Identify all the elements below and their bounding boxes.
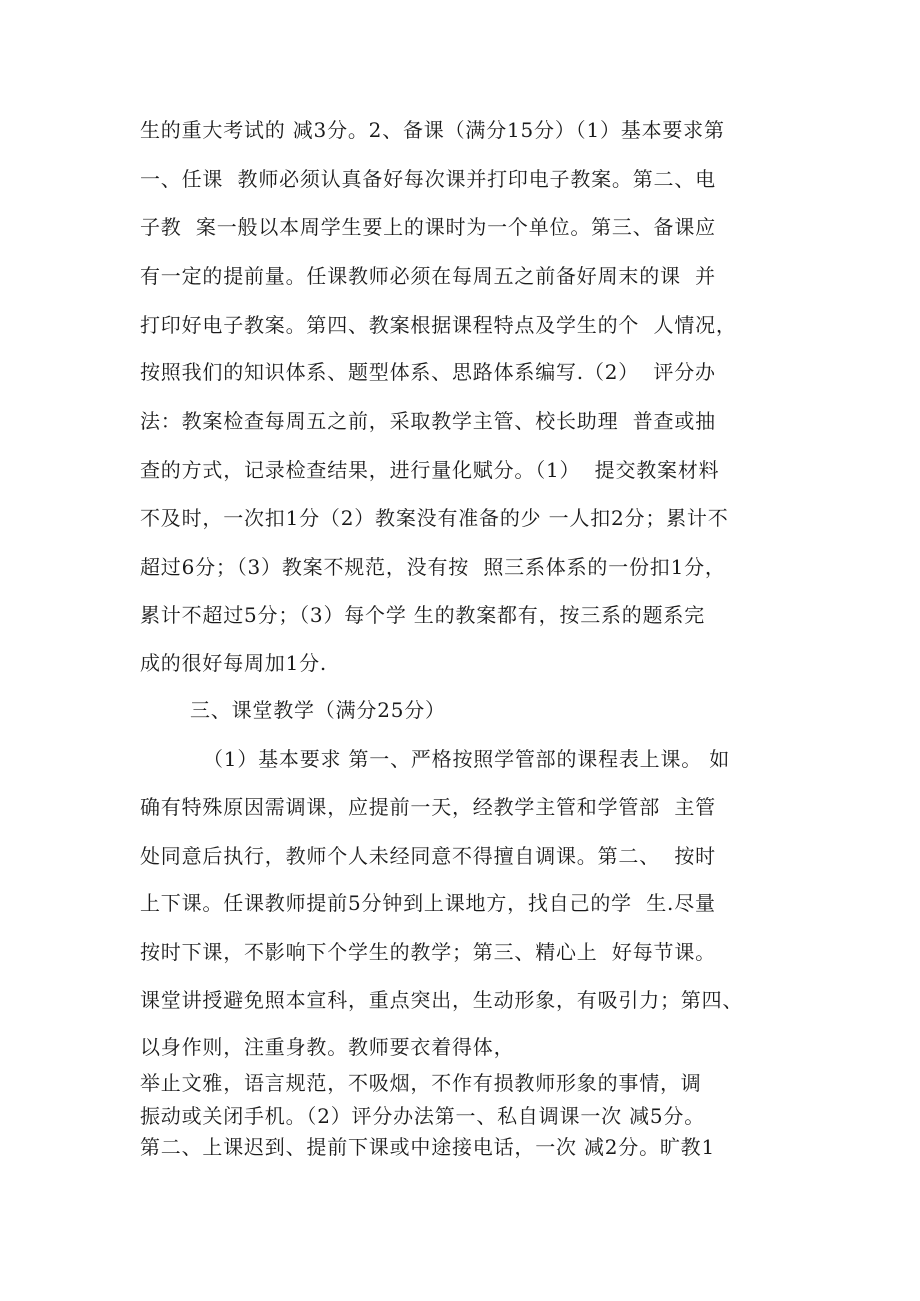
text-line: 打印好电子教案。第四、教案根据课程特点及学生的个 人情况， [140, 313, 737, 337]
text-line: 子教 案一般以本周学生要上的课时为一个单位。第三、备课应 [140, 215, 716, 239]
text-line: 确有特殊原因需调课，应提前一天，经教学主管和学管部 主管 [140, 795, 716, 819]
text-line: 处同意后执行，教师个人未经同意不得擅自调课。第二、 按时 [140, 844, 716, 868]
text-line: 生的重大考试的 减3分。2、备课（满分15分）（1）基本要求第 [140, 118, 725, 142]
text-line: 有一定的提前量。任课教师必须在每周五之前备好周末的课 并 [140, 264, 716, 288]
text-line: 累计不超过5分；（3）每个学 生的教案都有，按三系的题系完 [140, 603, 706, 627]
text-line: 举止文雅，语言规范，不吸烟，不作有损教师形象的事情，调 [140, 1071, 702, 1095]
text-line: （1）基本要求 第一、严格按照学管部的课程表上课。 如 [203, 747, 731, 771]
text-line: 上下课。任课教师提前5分钟到上课地方，找自己的学 生.尽量 [140, 891, 716, 915]
text-line: 法：教案检查每周五之前，采取教学主管、校长助理 普查或抽 [140, 409, 716, 433]
text-line: 课堂讲授避免照本宣科，重点突出，生动形象，有吸引力；第四、 [140, 988, 744, 1012]
text-line: 查的方式，记录检查结果，进行量化赋分。（1） 提交教案材料 [140, 458, 720, 482]
text-line: 振动或关闭手机。（2）评分办法第一、私自调课一次 减5分。 [140, 1104, 706, 1128]
text-line: 按时下课，不影响下个学生的教学；第三、精心上 好每节课。 [140, 940, 716, 964]
text-line: 按照我们的知识体系、题型体系、思路体系编写.（2） 评分办 [140, 360, 716, 384]
text-line: 第二、上课迟到、提前下课或中途接电话，一次 减2分。旷教1 [140, 1135, 716, 1159]
text-line: 不及时，一次扣1分（2）教案没有准备的少 一人扣2分；累计不 [140, 506, 729, 530]
section-heading: 三、课堂教学（满分25分） [190, 698, 446, 722]
text-line: 一、任课 教师必须认真备好每次课并打印电子教案。第二、电 [140, 167, 716, 191]
text-line: 超过6分；（3）教案不规范，没有按 照三系体系的一份扣1分， [140, 555, 726, 579]
text-line: 以身作则，注重身教。教师要衣着得体， [140, 1035, 515, 1059]
text-line: 成的很好每周加1分. [140, 651, 328, 675]
